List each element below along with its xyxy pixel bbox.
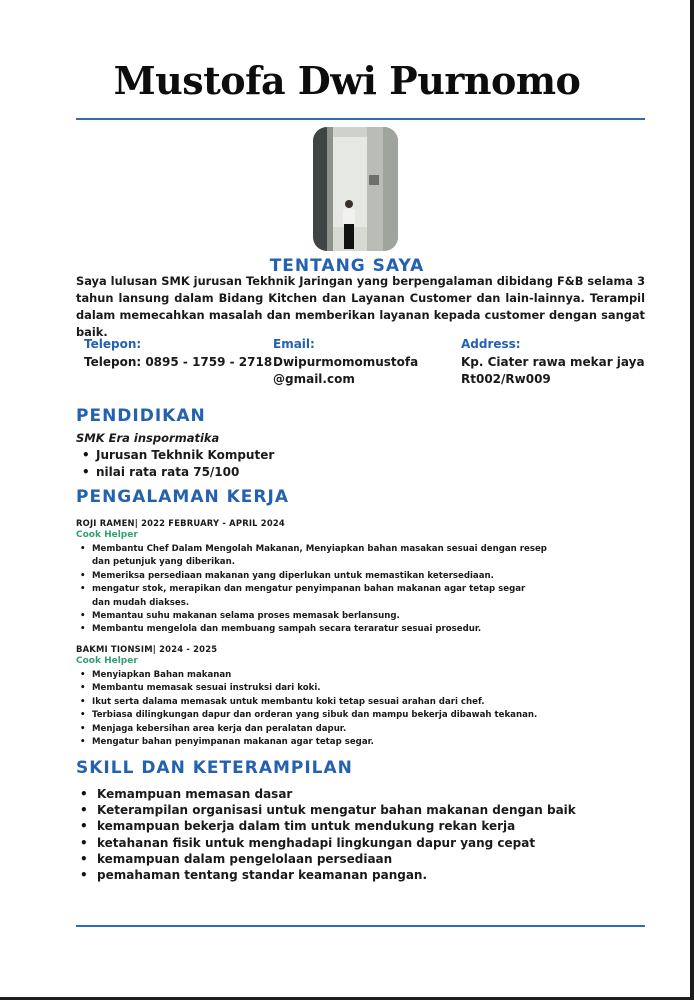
contact-email — [273, 336, 418, 388]
profile-photo — [313, 127, 398, 251]
list-item: • pemahaman tentang standar keamanan pangan. — [97, 867, 576, 883]
job-heading: BAKMI TIONSIM| 2024 - 2025 — [76, 644, 218, 654]
header-divider — [76, 118, 645, 120]
list-item: • Kemampuan memasan dasar — [97, 786, 576, 802]
job-role: Cook Helper — [76, 530, 138, 540]
about-text: Saya lulusan SMK jurusan Tekhnik Jaringan yang berpengalaman dibidang F&B selama 3 tahun lansung dalam Bidang Kitchen dan Layanan Customer dan lain-lainnya. Terampil dalam memecahkan masalah dan memberikan layanan kepada customer dengan sangat baik. — [76, 274, 645, 339]
school-name: SMK Era inspormatika — [76, 431, 220, 445]
list-item: • kemampuan dalam pengelolaan persediaan — [97, 851, 576, 867]
email-label: Email: — [273, 337, 315, 351]
list-item: • ketahanan fisik untuk menghadapi lingkungan dapur yang cepat — [97, 835, 576, 851]
list-item: • Mengatur bahan penyimpanan makanan agar tetap segar. — [92, 736, 562, 749]
address-label: Address: — [461, 337, 521, 351]
list-item: • kemampuan bekerja dalam tim untuk mendukung rekan kerja — [97, 818, 576, 834]
email-value-line2: @gmail.com — [273, 372, 355, 386]
experience-title: PENGALAMAN KERJA — [76, 487, 289, 507]
job-heading: ROJI RAMEN| 2022 FEBRUARY - APRIL 2024 — [76, 518, 285, 528]
list-item: • Jurusan Tekhnik Komputer — [96, 447, 274, 464]
job-duties-list — [92, 543, 562, 637]
phone-value: Telepon: 0895 - 1759 - 2718 — [84, 355, 273, 369]
list-item: • Membantu mengelola dan membuang sampah secara teraratur sesuai prosedur. — [92, 623, 562, 636]
list-item: • nilai rata rata 75/100 — [96, 464, 274, 481]
list-item: • Menjaga kebersihan area kerja dan peralatan dapur. — [92, 723, 562, 736]
about-title: TENTANG SAYA — [269, 256, 425, 276]
list-item: • Terbiasa dilingkungan dapur dan orderan yang sibuk dan mampu bekerja dibawah tekanan. — [92, 709, 562, 722]
list-item: • mengatur stok, merapikan dan mengatur penyimpanan bahan makanan agar tetap segar dan mudah diakses. — [92, 583, 542, 610]
education-list — [96, 447, 274, 480]
address-line1: Kp. Ciater rawa mekar jaya — [461, 355, 645, 369]
list-item: • Ikut serta dalama memasak untuk membantu koki tetap sesuai arahan dari chef. — [92, 696, 562, 709]
phone-label: Telepon: — [84, 337, 142, 351]
email-value-line1: Dwipurmomomustofa — [273, 355, 419, 369]
job-duties-list — [92, 669, 562, 749]
address-line2: Rt002/Rw009 — [461, 372, 551, 386]
skills-title: SKILL DAN KETERAMPILAN — [76, 758, 353, 778]
candidate-name: Mustofa Dwi Purnomo — [113, 58, 581, 103]
list-item: • Membantu memasak sesuai instruksi dari koki. — [92, 682, 562, 695]
job-role: Cook Helper — [76, 656, 138, 666]
list-item: • Menyiapkan Bahan makanan — [92, 669, 562, 682]
list-item: • Membantu Chef Dalam Mengolah Makanan, Menyiapkan bahan masakan sesuai dengan resep dan petunjuk yang diberikan. — [92, 543, 562, 570]
list-item: • Memeriksa persediaan makanan yang diperlukan untuk memastikan ketersediaan. — [92, 570, 562, 583]
list-item: • Keterampilan organisasi untuk mengatur bahan makanan dengan baik — [97, 802, 576, 818]
skills-list — [97, 786, 576, 883]
window-edge-right — [690, 0, 694, 1000]
contact-address — [461, 336, 645, 388]
list-item: • Memantau suhu makanan selama proses memasak berlansung. — [92, 610, 562, 623]
contact-phone — [84, 336, 272, 371]
education-title: PENDIDIKAN — [76, 406, 206, 426]
footer-divider — [76, 925, 645, 927]
